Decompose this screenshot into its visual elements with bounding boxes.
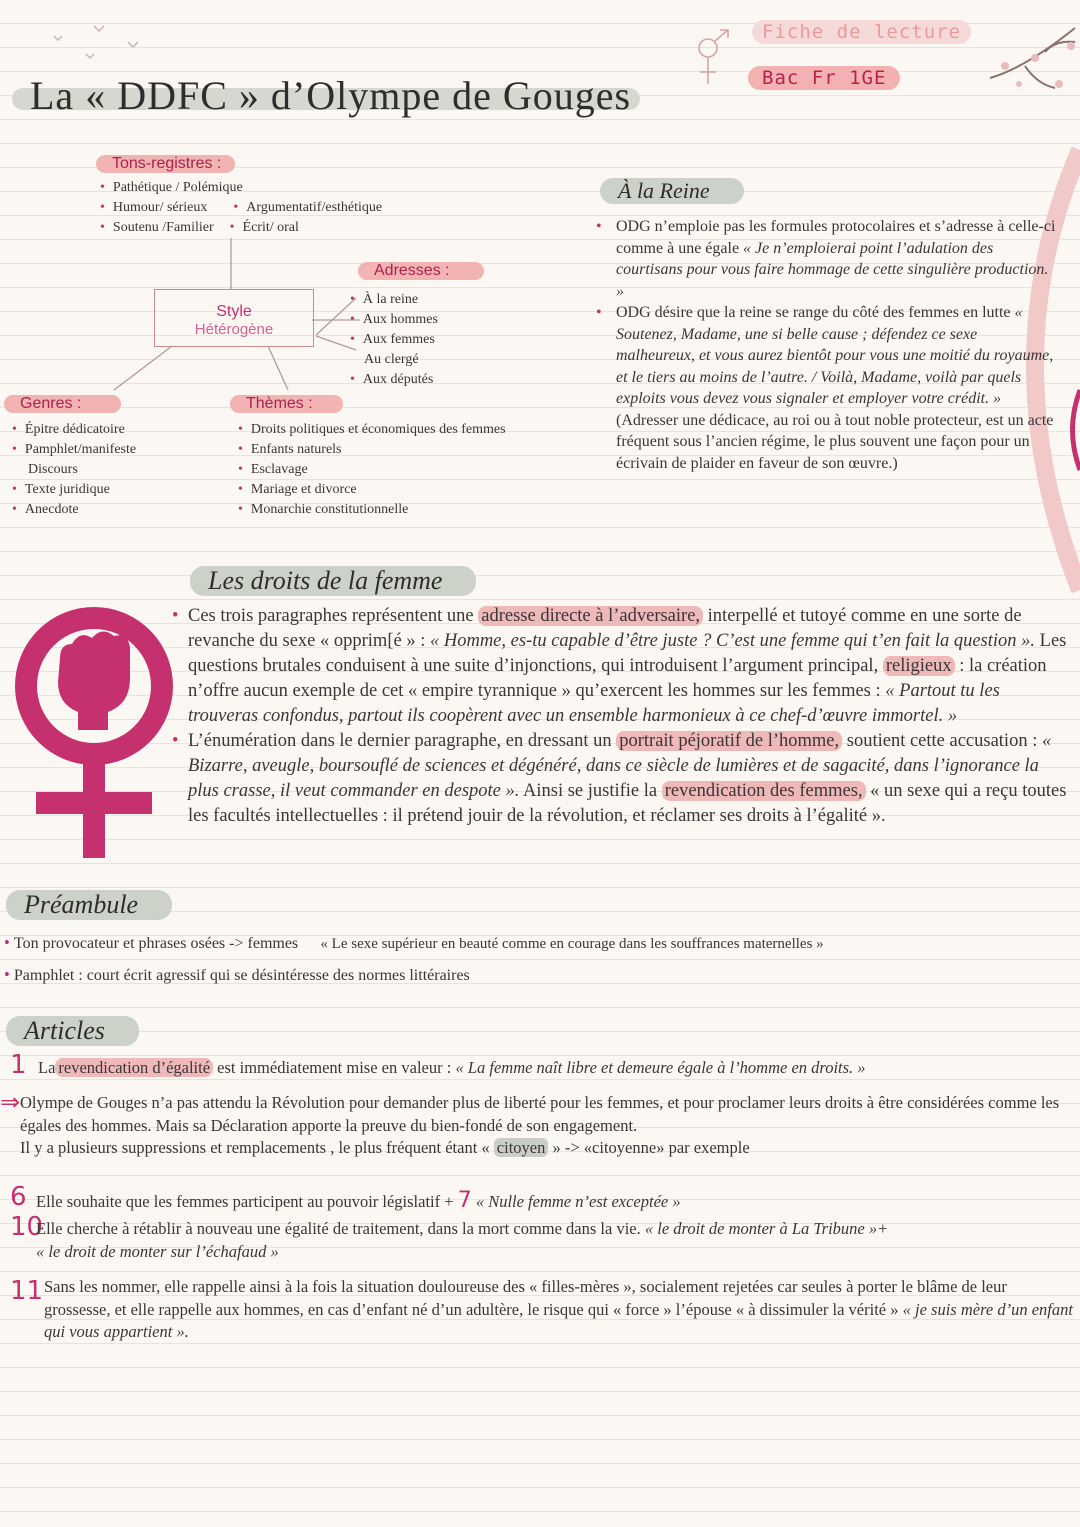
article-arrow-text [20, 1092, 1070, 1160]
article-quote: « Nulle femme n’est exceptée » [475, 1192, 681, 1211]
reine-p2-note: (Adresser une dédicace, au roi ou à tout noble protecteur, est un acte fréquent sous l’ancien régime, le plus souvent une façon pour un écrivain de plaider en faveur de son œuvre.) [616, 411, 1054, 472]
droits-p1-text: interpellé et tutoyé comme en une sorte de revanche du sexe « opprim[é » : [188, 606, 1022, 651]
tons-item: • Écrit/ oral [230, 220, 299, 235]
droits-p1-quote: « Partout tu les trouveras confondus, partout ils coopèrent avec un ensemble harmonieux à ce chef-d’œuvre immortel. » [188, 681, 1000, 726]
tons-label: Tons-registres : [96, 155, 235, 173]
bac-badge: Bac Fr 1GE [748, 66, 900, 90]
style-box [154, 289, 314, 347]
tons-item: • Humour/ sérieux [100, 200, 207, 215]
droits-p1-text: Les questions brutales conduisent à une suite d’injonctions, qui introduisent l’argument principal, [188, 631, 1067, 676]
themes-list [238, 420, 506, 520]
article-text: La [38, 1058, 56, 1077]
genres-label: Genres : [4, 395, 121, 413]
genres-list [12, 420, 136, 520]
article-quote: « La femme naît libre et demeure égale à l’homme en droits. » [455, 1058, 866, 1077]
article-text: Olympe de Gouges n’a pas attendu la Révolution pour demander plus de liberté pour les femmes, et pour proclamer leurs droits à être considérées comme les égales des hommes. Mais sa Déclaration apporte la preuve du bien-fondé de son engagement. [20, 1093, 1060, 1135]
adresses-item: • Aux femmes [350, 330, 438, 350]
droits-p2-text: L’énumération dans le dernier paragraphe, en dressant un [188, 731, 612, 751]
genres-item: Discours [28, 462, 78, 477]
droits-p1-text: : la création n’offre aucun exemple de cet « empire tyrannique » qu’exercent les hommes sur les femmes : [188, 656, 1047, 701]
style-label: Style [216, 303, 252, 320]
preambule-quote: « Le sexe supérieur en beauté comme en courage dans les souffrances maternelles » [320, 936, 824, 952]
themes-label: Thèmes : [230, 395, 343, 413]
preambule-line-2: • Pamphlet : court écrit agressif qui se désintéresse des normes littéraires [4, 965, 470, 984]
adresses-label: Adresses : [358, 262, 484, 280]
adresses-item: • À la reine [350, 290, 438, 310]
droits-p1-quote: « Homme, es-tu capable d’être juste ? C’est une femme qui t’en fait la question ». [429, 631, 1036, 651]
reine-p1-text: ODG n’emploie pas les formules protocolaires et s’adresse à celle-ci comme à une égale [616, 218, 1056, 257]
article-text: Elle souhaite que les femmes participent au pouvoir législatif + [36, 1192, 454, 1211]
arrow-icon: ⇒ [0, 1088, 21, 1116]
droits-p2-text: soutient cette accusation : [846, 731, 1038, 751]
article-number: 1 [10, 1050, 27, 1080]
article-6 [36, 1190, 681, 1214]
fiche-badge: Fiche de lecture [752, 20, 971, 44]
articles-heading: Articles [6, 1016, 139, 1046]
tons-item: • Pathétique / Polémique [100, 178, 382, 198]
article-quote: « je suis mère d’un enfant qui vous appartient ». [44, 1299, 1073, 1341]
genres-item: • Anecdote [12, 500, 136, 520]
themes-item: • Droits politiques et économiques des femmes [238, 420, 506, 440]
article-10 [36, 1218, 1066, 1263]
article-11 [44, 1276, 1074, 1344]
genres-item: • Texte juridique [12, 480, 136, 500]
preambule-line-1: • Ton provocateur et phrases osées -> femmes « Le sexe supérieur en beauté comme en courage dans les souffrances maternelles » [4, 933, 824, 952]
reine-p2-text: ODG désire que la reine se range du côté des femmes en lutte [616, 304, 1011, 321]
mindmap-connectors [0, 0, 600, 420]
genres-item: • Pamphlet/manifeste [12, 440, 136, 460]
reine-p1-quote: « Je n’emploierai point l’adulation des courtisans pour vous faire hommage de cette singulière production. » [616, 239, 1049, 300]
preambule-text: Ton provocateur et phrases osées -> femmes [13, 935, 299, 952]
themes-item: • Mariage et divorce [238, 480, 506, 500]
themes-item: • Enfants naturels [238, 440, 506, 460]
themes-item: • Esclavage [238, 460, 506, 480]
article-quote: « le droit de monter sur l’échafaud » [36, 1241, 279, 1261]
droits-p1-highlight: religieux [883, 656, 955, 676]
article-text: Sans les nommer, elle rappelle ainsi à la fois la situation douloureuse des « filles-mères », socialement rejetées car seules à porter le blâme de leur grossesse, et elle rappelle aux hommes, en cas d’enfant né d’un adultère, le risque qui « force » l’épouse « à dissimuler la vérité » [44, 1277, 1007, 1319]
page-title: La « DDFC » d’Olympe de Gouges [30, 73, 632, 118]
preambule-text: Pamphlet : court écrit agressif qui se désintéresse des normes littéraires [13, 967, 470, 984]
tons-item: • Argumentatif/esthétique [233, 200, 382, 215]
article-text: » -> «citoyenne» par exemple [552, 1138, 750, 1157]
droits-p1-text: Ces trois paragraphes représentent une [188, 606, 474, 626]
article-text: Il y a plusieurs suppressions et remplacements , le plus fréquent étant « [20, 1138, 490, 1157]
style-sublabel: Hétérogène [194, 321, 274, 338]
reine-p2-quote: « Soutenez, Madame, une si belle cause ; défendez ce sexe malheureux, et vous aurez bientôt pour vous une moitié du royaume, et le tiers au moins de l’autre. / Voilà, Madame, voilà par quels exploits vous devez vous signaler et employer votre crédit. » [616, 304, 1054, 407]
preambule-heading: Préambule [6, 890, 172, 920]
article-number: 10 [10, 1212, 44, 1242]
article-number: 7 [457, 1188, 472, 1213]
droits-p2-highlight: revendication des femmes, [662, 781, 866, 801]
droits-p2-highlight: portrait péjoratif de l’homme, [616, 731, 842, 751]
themes-item: • Monarchie constitutionnelle [238, 500, 506, 520]
droits-p2-text: Ainsi se justifie la [523, 781, 658, 801]
article-1 [38, 1057, 866, 1080]
adresses-item: Au clergé [364, 352, 419, 367]
adresses-item: • Aux députés [350, 370, 438, 390]
droits-p2-text: « un sexe qui a reçu toutes les facultés intellectuelles : il prétend jouir de la révolution, et réclamer ses droits à l’égalité ». [188, 781, 1067, 826]
reine-heading: À la Reine [600, 178, 744, 204]
droits-p2-quote: « Bizarre, aveugle, boursouflé de sciences et dégénéré, dans ce siècle de lumières et de sagacité, dans l’ignorance la plus crasse, il veut commander en despote ». [188, 731, 1052, 801]
droits-text: • Ces trois paragraphes représentent une adresse directe à l’adversaire, interpellé et tutoyé comme en une sorte de revanche du sexe « opprim[é » : « Homme, es-tu capable d’être juste ? C’est une femme qui t’en fait la question ». Les questions brutales conduisent à une suite d’injonctions, qui introduisent l’argument principal, religieux : la création n’offre aucun exemple de cet « empire tyrannique » qu’exercent les hommes sur les femmes : « Partout tu les trouveras confondus, partout ils coopèrent avec un ensemble harmonieux à ce chef-d’œuvre immortel. » • L’énumération dans le dernier paragraphe, en dressant un portrait péjoratif de l’homme, soutient cette accusation : « Bizarre, aveugle, boursouflé de sciences et dégénéré, dans ce siècle de lumières et de sagacité, dans l’ignorance la plus crasse, il veut commander en despote ». Ainsi se justifie la revendication des femmes, « un sexe qui a reçu toutes les facultés intellectuelles : il prétend jouir de la révolution, et réclamer ses droits à l’égalité ». [172, 606, 1067, 826]
adresses-list [350, 290, 438, 390]
article-number: 6 [10, 1182, 27, 1212]
cherry-branch-icon [985, 18, 1080, 108]
gender-symbols-icon [690, 28, 740, 90]
droits-p1-highlight: adresse directe à l’adversaire, [478, 606, 703, 626]
article-highlight: citoyen [494, 1138, 549, 1157]
article-text: est immédiatement mise en valeur : [217, 1058, 452, 1077]
genres-item: • Épitre dédicatoire [12, 420, 136, 440]
reine-text: • ODG n’emploie pas les formules protocolaires et s’adresse à celle-ci comme à une égale « Je n’emploierai point l’adulation des courtisans pour vous faire hommage de cette singulière production. » • ODG désire que la reine se range du côté des femmes en lutte « Soutenez, Madame, une si belle cause ; défendez ce sexe malheureux, et vous aurez bientôt pour vous une moitié du royaume, et le tiers au moins de l’autre. / Voilà, Madame, voilà par quels exploits vous devez vous signaler et employer votre crédit. » (Adresser une dédicace, au roi ou à tout noble protecteur, est un acte fréquent sous l’ancien régime, le plus souvent une façon pour un écrivain de plaider en faveur de son œuvre.) [596, 218, 1056, 472]
article-quote: « le droit de monter à La Tribune »+ [644, 1219, 889, 1238]
article-highlight: revendication d’égalité [55, 1058, 213, 1077]
article-text: Elle cherche à rétablir à nouveau une égalité de traitement, dans la mort comme dans la vie. [36, 1219, 641, 1238]
adresses-item: • Aux hommes [350, 310, 438, 330]
article-number: 11 [10, 1276, 44, 1306]
droits-heading: Les droits de la femme [190, 566, 476, 596]
tons-item: • Soutenu /Familier [100, 220, 214, 235]
feminist-fist-icon [14, 604, 176, 864]
